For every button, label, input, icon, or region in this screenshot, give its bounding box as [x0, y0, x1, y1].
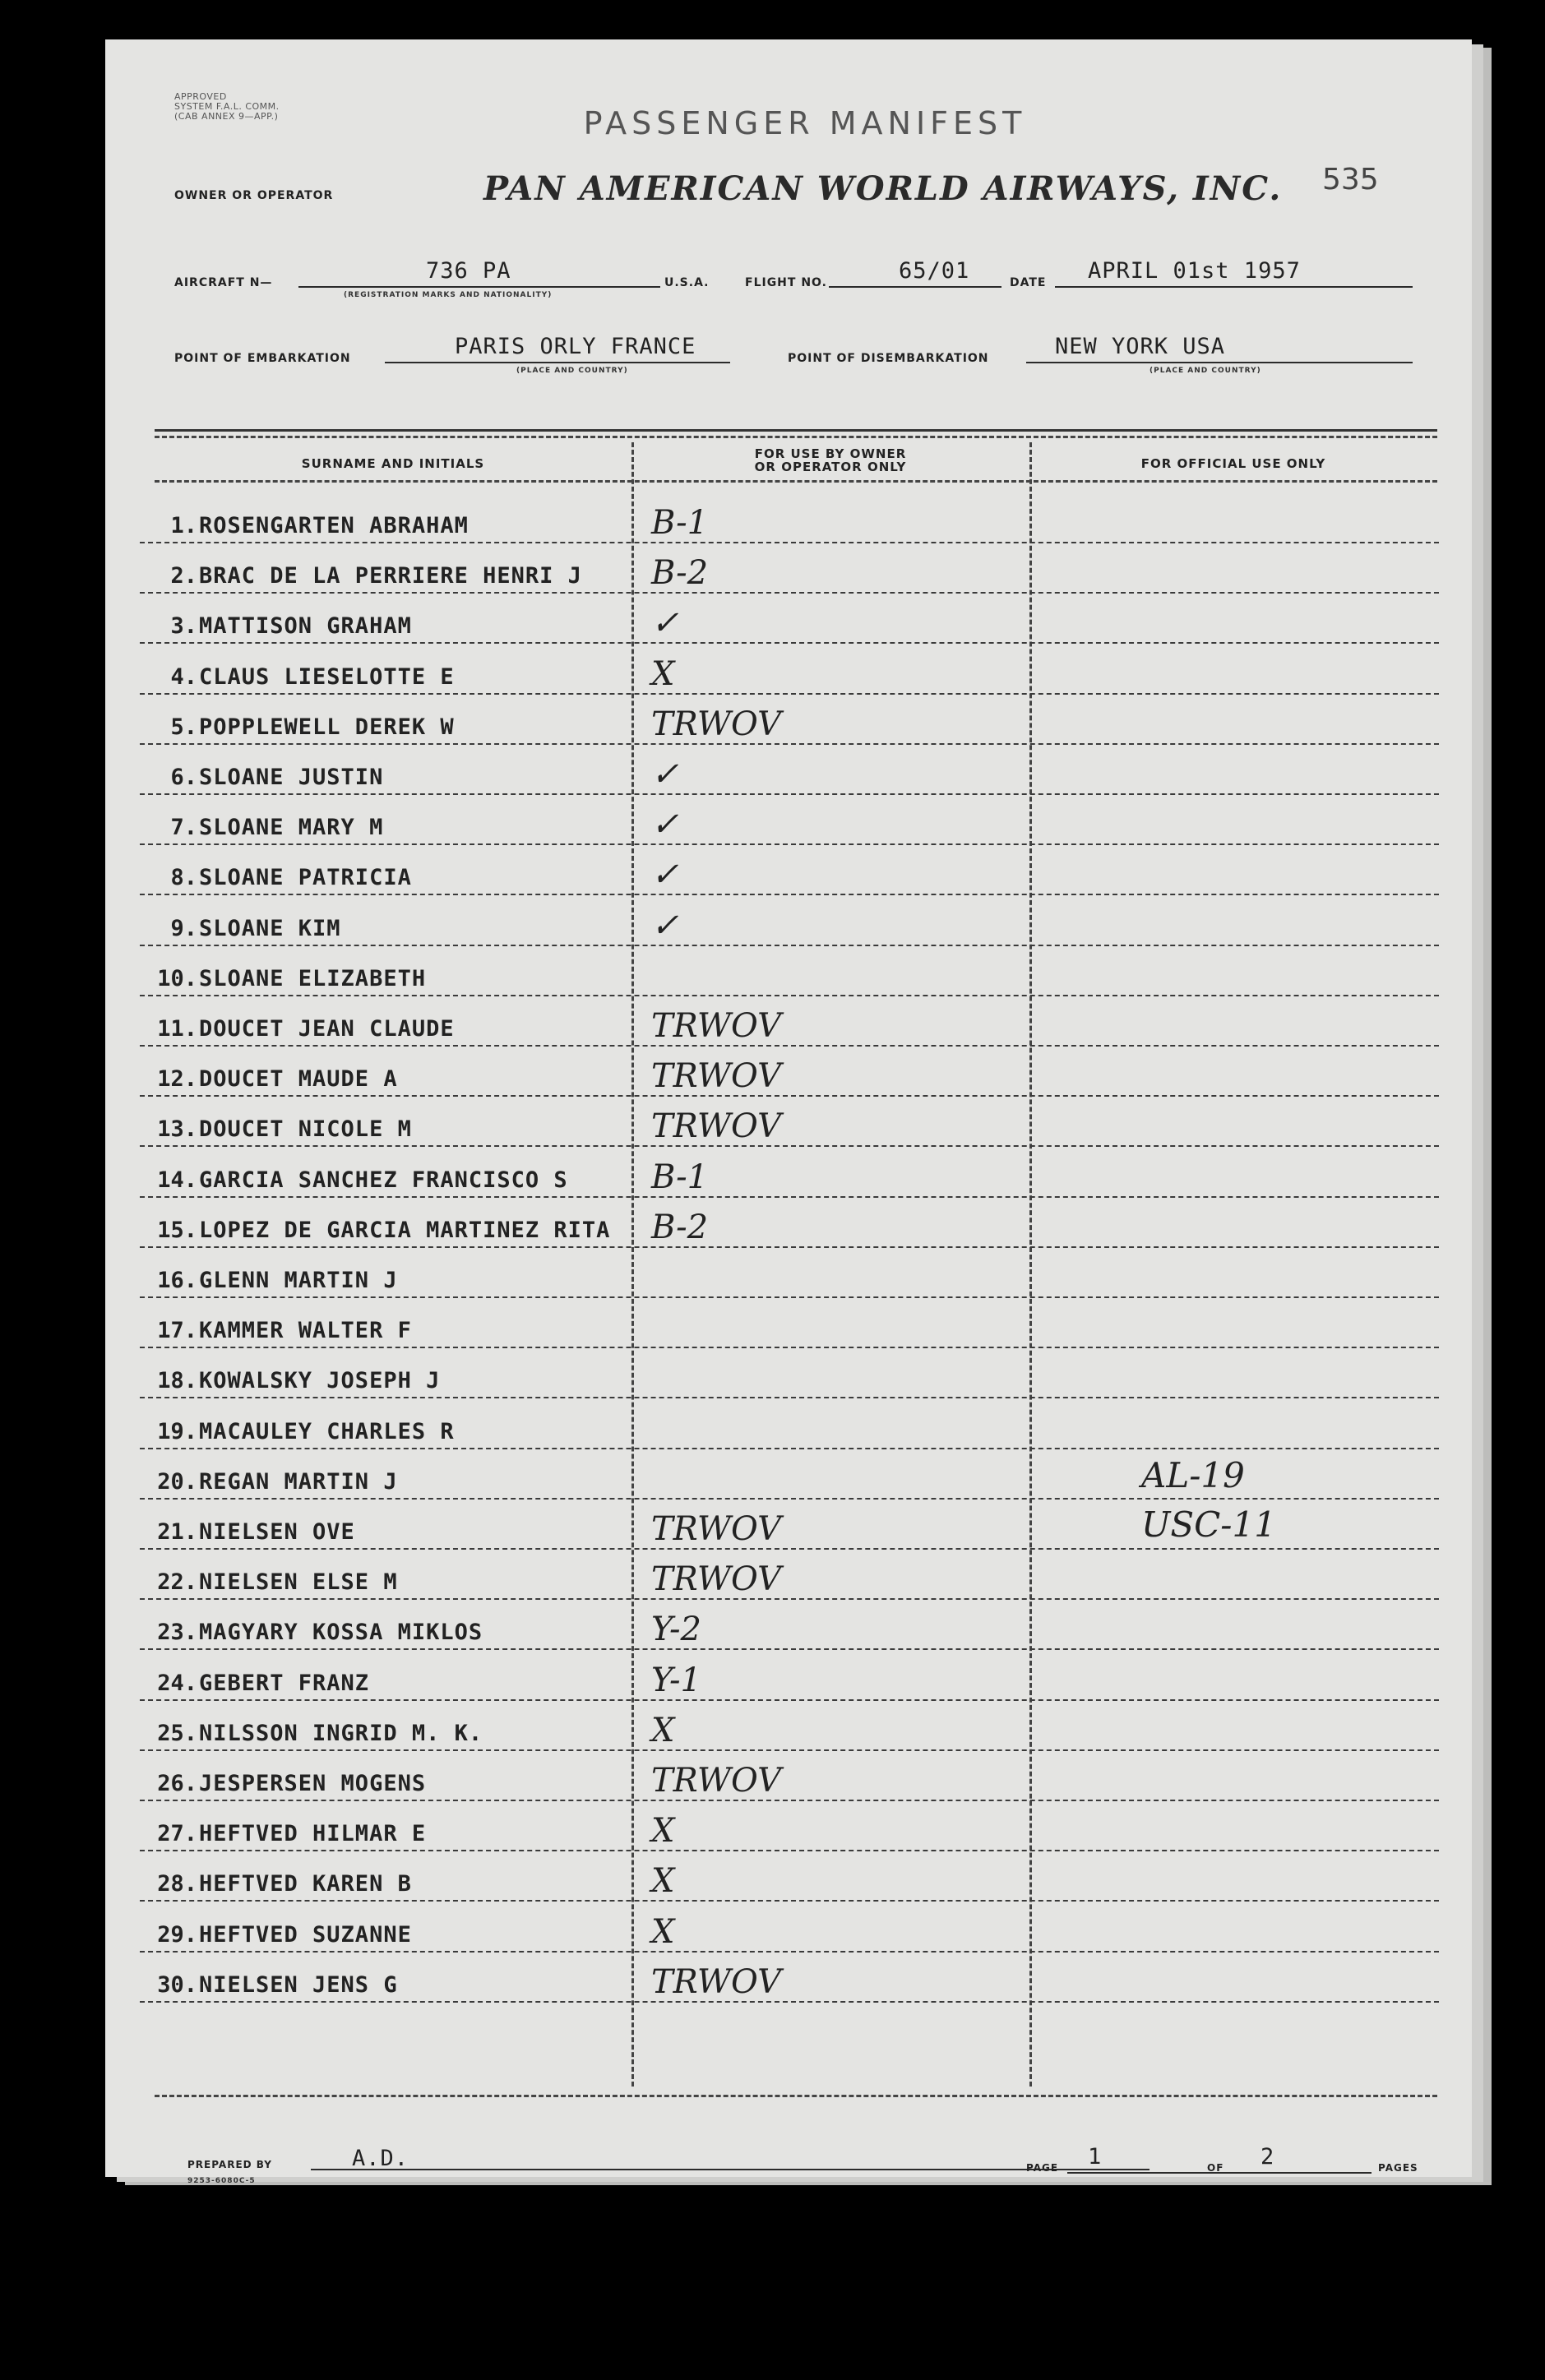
- passenger-row: [140, 1852, 1439, 1902]
- operator-mark: X: [651, 1862, 675, 1901]
- operator-mark: Y-1: [651, 1661, 701, 1699]
- passenger-name: MAGYARY KOSSA MIKLOS: [199, 1620, 483, 1646]
- row-rule: [140, 1095, 1439, 1097]
- pages-label: PAGES: [1378, 2162, 1418, 2174]
- passenger-number: 26.: [157, 1771, 197, 1796]
- row-rule: [140, 592, 1439, 594]
- owner-use-column-header: [631, 447, 1029, 474]
- passenger-number: 23.: [157, 1620, 197, 1646]
- operator-mark: X: [651, 654, 675, 693]
- passenger-row: [140, 1903, 1439, 1953]
- row-rule: [140, 995, 1439, 996]
- row-rule: [140, 1598, 1439, 1600]
- row-rule: [140, 1145, 1439, 1147]
- of-label: OF: [1207, 2162, 1224, 2174]
- row-rule: [140, 793, 1439, 795]
- row-rule: [140, 743, 1439, 745]
- passenger-row: [140, 997, 1439, 1047]
- row-rule: [140, 1246, 1439, 1248]
- passenger-number: 19.: [157, 1418, 197, 1444]
- disembarkation-value: NEW YORK USA: [1055, 334, 1226, 359]
- date-underline: [1055, 286, 1413, 288]
- passenger-row: [140, 594, 1439, 644]
- passenger-number: 14.: [157, 1167, 197, 1193]
- flight-value: 65/01: [899, 258, 970, 284]
- operator-mark: TRWOV: [651, 1762, 782, 1800]
- row-rule: [140, 642, 1439, 644]
- passenger-number: 22.: [157, 1569, 197, 1596]
- passenger-row: [140, 1601, 1439, 1650]
- passenger-name: KAMMER WALTER F: [199, 1318, 412, 1344]
- row-rule: [140, 542, 1439, 543]
- row-rule: [140, 1850, 1439, 1851]
- embarkation-label: POINT OF EMBARKATION: [174, 352, 351, 365]
- passenger-number: 3.: [170, 613, 197, 640]
- passenger-number: 17.: [157, 1318, 197, 1344]
- passenger-name: DOUCET JEAN CLAUDE: [199, 1016, 455, 1042]
- table-top-rule: [155, 429, 1437, 432]
- table-header-rule: [155, 480, 1437, 483]
- official-use-column-header: FOR OFFICIAL USE ONLY: [1140, 456, 1326, 471]
- flight-underline: [829, 286, 1001, 288]
- passenger-row: [140, 1550, 1439, 1600]
- passenger-name: NIELSEN ELSE M: [199, 1569, 398, 1596]
- aircraft-underline: [298, 286, 660, 288]
- passenger-row: [140, 1400, 1439, 1449]
- row-rule: [140, 1498, 1439, 1500]
- official-note-1: AL-19: [1141, 1455, 1245, 1495]
- document-title: PASSENGER MANIFEST: [583, 105, 1027, 141]
- stamp-line-3: (CAB ANNEX 9—APP.): [174, 111, 279, 122]
- aircraft-label: AIRCRAFT N—: [174, 276, 273, 289]
- operator-mark: TRWOV: [651, 1510, 782, 1548]
- passenger-number: 12.: [157, 1066, 197, 1093]
- operator-mark: ✓: [651, 806, 679, 844]
- operator-mark: B-2: [651, 554, 709, 593]
- passenger-row: [140, 846, 1439, 895]
- row-rule: [140, 1448, 1439, 1449]
- page-underline: [1067, 2172, 1256, 2174]
- prepared-by-value: A.D.: [352, 2146, 409, 2171]
- date-label: DATE: [1010, 276, 1047, 289]
- passenger-name: NILSSON INGRID M. K.: [199, 1720, 483, 1746]
- operator-mark: X: [651, 1711, 675, 1749]
- passenger-name: LOPEZ DE GARCIA MARTINEZ RITA: [199, 1217, 611, 1243]
- page-label: PAGE: [1026, 2162, 1059, 2174]
- passenger-row: [140, 897, 1439, 946]
- row-rule: [140, 843, 1439, 845]
- passenger-row: [140, 1249, 1439, 1298]
- passenger-name: ROSENGARTEN ABRAHAM: [199, 513, 469, 538]
- operator-mark: TRWOV: [651, 1962, 782, 2001]
- passenger-number: 11.: [157, 1016, 197, 1042]
- passenger-number: 1.: [170, 513, 197, 538]
- of-value: 2: [1261, 2144, 1275, 2170]
- passenger-row: [140, 746, 1439, 795]
- passenger-name: KOWALSKY JOSEPH J: [199, 1368, 441, 1394]
- passenger-row: [140, 947, 1439, 996]
- flight-label: FLIGHT NO.: [745, 276, 827, 289]
- operator-mark: B-1: [651, 1158, 709, 1196]
- row-rule: [140, 1800, 1439, 1801]
- prepared-by-label: PREPARED BY: [187, 2159, 272, 2170]
- passenger-name: NIELSEN OVE: [199, 1519, 355, 1545]
- owner-label: OWNER OR OPERATOR: [174, 189, 334, 202]
- form-number: 9253-6080C-5: [187, 2177, 256, 2185]
- passenger-number: 18.: [157, 1368, 197, 1394]
- passenger-number: 7.: [170, 815, 197, 841]
- stamped-page-number: 535: [1322, 163, 1379, 196]
- disembarkation-underline: [1026, 362, 1413, 363]
- passenger-row: [140, 796, 1439, 845]
- passenger-row: [140, 1702, 1439, 1751]
- passenger-number: 25.: [157, 1720, 197, 1746]
- passenger-name: NIELSEN JENS G: [199, 1971, 398, 1998]
- operator-mark: Y-2: [651, 1611, 701, 1649]
- passenger-name: JESPERSEN MOGENS: [199, 1771, 427, 1796]
- passenger-row: [140, 645, 1439, 695]
- passenger-number: 20.: [157, 1468, 197, 1495]
- row-rule: [140, 945, 1439, 946]
- passenger-row: [140, 544, 1439, 594]
- passenger-name: DOUCET NICOLE M: [199, 1116, 412, 1143]
- embarkation-underline: [385, 362, 730, 363]
- surname-column-header: SURNAME AND INITIALS: [301, 456, 485, 471]
- passenger-number: 27.: [157, 1821, 197, 1847]
- row-rule: [140, 1548, 1439, 1550]
- date-value: APRIL 01st 1957: [1088, 258, 1301, 284]
- stamp-line-1: APPROVED: [174, 91, 227, 102]
- table-top-rule-2: [155, 436, 1437, 438]
- passenger-name: GEBERT FRANZ: [199, 1670, 370, 1696]
- operator-mark: X: [651, 1912, 675, 1951]
- passenger-name: SLOANE PATRICIA: [199, 865, 412, 891]
- passenger-row: [140, 1199, 1439, 1248]
- passenger-name: POPPLEWELL DEREK W: [199, 714, 455, 740]
- passenger-name: GLENN MARTIN J: [199, 1268, 398, 1293]
- country-label: U.S.A.: [664, 276, 710, 289]
- disembarkation-sublabel: (PLACE AND COUNTRY): [1149, 367, 1261, 375]
- embarkation-value: PARIS ORLY FRANCE: [455, 334, 696, 359]
- row-rule: [140, 1347, 1439, 1348]
- passenger-name: REGAN MARTIN J: [199, 1468, 398, 1495]
- operator-mark: ✓: [651, 856, 679, 894]
- passenger-name: CLAUS LIESELOTTE E: [199, 663, 455, 690]
- embarkation-sublabel: (PLACE AND COUNTRY): [516, 367, 628, 375]
- passenger-row: [140, 1802, 1439, 1851]
- row-rule: [140, 693, 1439, 695]
- passenger-number: 24.: [157, 1670, 197, 1696]
- passenger-number: 10.: [157, 965, 197, 991]
- passenger-number: 2.: [170, 563, 197, 589]
- passenger-name: BRAC DE LA PERRIERE HENRI J: [199, 563, 582, 589]
- passenger-row: [140, 1752, 1439, 1801]
- row-rule: [140, 1196, 1439, 1198]
- row-rule: [140, 1397, 1439, 1398]
- page-value: 1: [1088, 2144, 1103, 2170]
- operator-mark: TRWOV: [651, 1057, 782, 1096]
- disembarkation-label: POINT OF DISEMBARKATION: [788, 352, 989, 365]
- row-rule: [140, 1699, 1439, 1701]
- passenger-number: 9.: [170, 915, 197, 941]
- aircraft-value: 736 PA: [426, 258, 511, 284]
- passenger-number: 28.: [157, 1871, 197, 1897]
- row-rule: [140, 1749, 1439, 1751]
- row-rule: [140, 894, 1439, 895]
- passenger-name: HEFTVED SUZANNE: [199, 1921, 412, 1948]
- passenger-row: [140, 1098, 1439, 1147]
- operator-mark: ✓: [651, 756, 679, 793]
- operator-mark: TRWOV: [651, 1560, 782, 1599]
- row-rule: [140, 1951, 1439, 1953]
- passenger-row: [140, 494, 1439, 543]
- row-rule: [140, 1296, 1439, 1298]
- table-bottom-rule: [155, 2095, 1437, 2097]
- passenger-number: 16.: [157, 1268, 197, 1293]
- passenger-name: SLOANE ELIZABETH: [199, 965, 427, 991]
- operator-mark: ✓: [651, 906, 679, 945]
- operator-mark: X: [651, 1812, 675, 1851]
- passenger-number: 6.: [170, 765, 197, 790]
- stamp-line-2: SYSTEM F.A.L. COMM.: [174, 101, 280, 112]
- passenger-name: SLOANE MARY M: [199, 815, 384, 841]
- row-rule: [140, 1900, 1439, 1902]
- passenger-number: 29.: [157, 1921, 197, 1948]
- official-note-2: USC-11: [1141, 1504, 1276, 1545]
- operator-mark: TRWOV: [651, 705, 782, 743]
- of-underline: [1240, 2172, 1372, 2174]
- passenger-name: MACAULEY CHARLES R: [199, 1418, 455, 1444]
- passenger-name: MATTISON GRAHAM: [199, 613, 412, 640]
- passenger-row: [140, 1148, 1439, 1198]
- passenger-name: HEFTVED KAREN B: [199, 1871, 412, 1897]
- passenger-row: [140, 1299, 1439, 1348]
- row-rule: [140, 2001, 1439, 2003]
- passenger-name: DOUCET MAUDE A: [199, 1066, 398, 1093]
- owner-use-header-line-2: OR OPERATOR ONLY: [754, 460, 907, 474]
- operator-mark: B-2: [651, 1208, 709, 1246]
- passenger-number: 21.: [157, 1519, 197, 1545]
- owner-use-header-line-1: FOR USE BY OWNER: [754, 446, 907, 461]
- operator-mark: ✓: [651, 604, 679, 643]
- passenger-row: [140, 696, 1439, 745]
- operator-mark: B-1: [651, 504, 709, 542]
- row-rule: [140, 1648, 1439, 1650]
- aircraft-sublabel: (REGISTRATION MARKS AND NATIONALITY): [344, 291, 553, 299]
- prepared-by-underline: [311, 2169, 1149, 2170]
- passenger-number: 5.: [170, 714, 197, 740]
- passenger-number: 8.: [170, 865, 197, 891]
- passenger-row: [140, 1953, 1439, 2003]
- passenger-name: HEFTVED HILMAR E: [199, 1821, 427, 1847]
- manifest-document: [105, 39, 1472, 2185]
- passenger-row: [140, 1349, 1439, 1398]
- passenger-name: SLOANE KIM: [199, 915, 341, 941]
- passenger-row: [140, 1652, 1439, 1701]
- passenger-number: 15.: [157, 1217, 197, 1243]
- passenger-row: [140, 1047, 1439, 1097]
- operator-mark: TRWOV: [651, 1007, 782, 1045]
- passenger-number: 30.: [157, 1971, 197, 1998]
- row-rule: [140, 1045, 1439, 1047]
- passenger-name: GARCIA SANCHEZ FRANCISCO S: [199, 1167, 568, 1193]
- passenger-name: SLOANE JUSTIN: [199, 765, 384, 790]
- passenger-number: 13.: [157, 1116, 197, 1143]
- operator-mark: TRWOV: [651, 1107, 782, 1146]
- operator-name: PAN AMERICAN WORLD AIRWAYS, INC.: [483, 169, 1283, 208]
- passenger-number: 4.: [170, 663, 197, 690]
